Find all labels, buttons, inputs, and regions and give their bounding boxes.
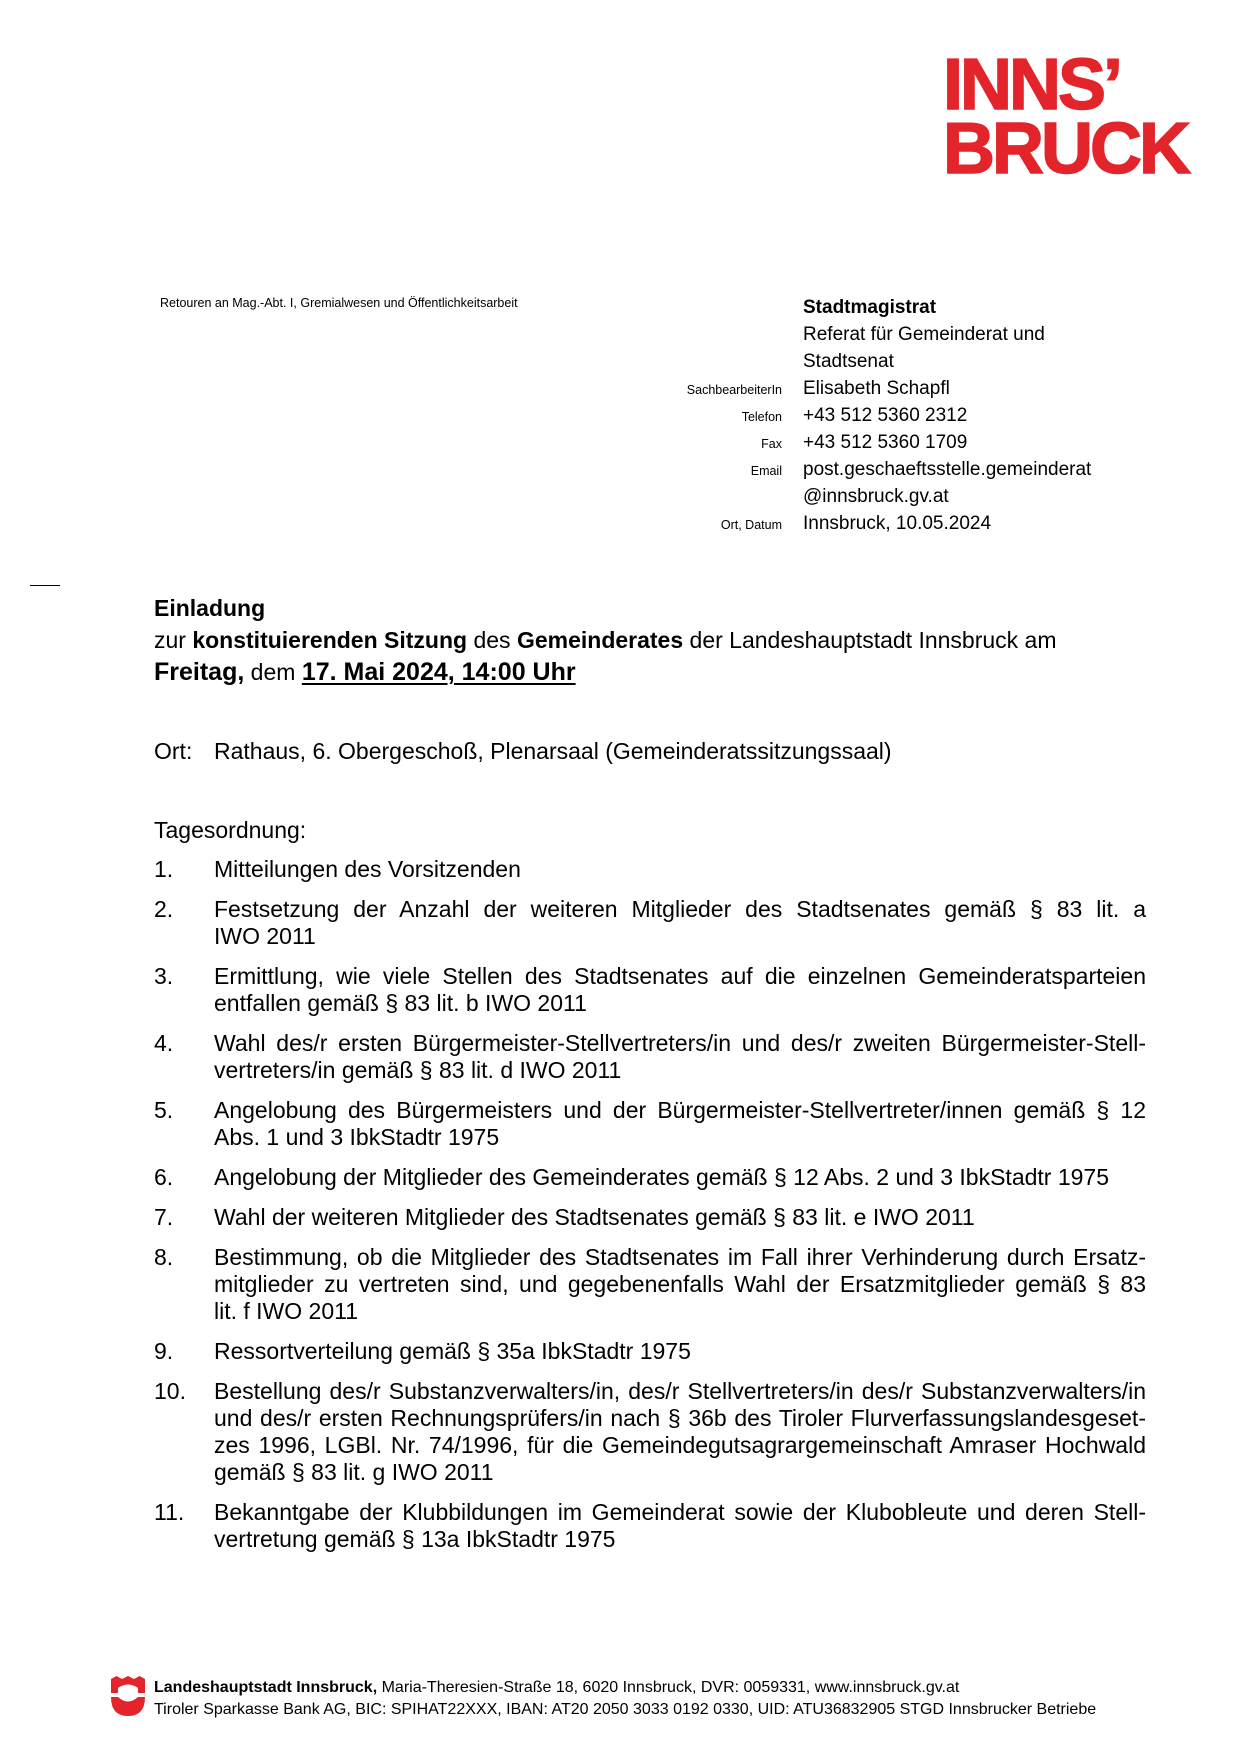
sender-email-line: @innsbruck.gv.at [803,486,949,507]
agenda-item [154,1030,1146,1084]
agenda-item-number: 9. [154,1338,174,1364]
footer [154,1677,1096,1721]
agenda-item-line: Abs. 1 und 3 IbkStadtr 1975 [214,1124,500,1150]
sender-clerk-name: Elisabeth Schapfl [803,378,950,399]
agenda-item-line: entfallen gemäß § 83 lit. b IWO 2011 [214,990,587,1016]
invitation-connector: dem [244,659,302,685]
agenda-item-text [214,1378,1146,1486]
agenda-item-line: Ressortverteilung gemäß § 35a IbkStadtr 1975 [214,1338,691,1364]
agenda-item-number: 11. [154,1499,185,1525]
return-address: Retouren an Mag.-Abt. I, Gremialwesen und Öffentlichkeitsarbeit [160,296,518,310]
agenda-item-number: 7. [154,1204,174,1230]
agenda-item [154,1338,1146,1365]
agenda-item [154,1499,1146,1553]
agenda-item [154,1378,1146,1486]
footer-org: Landeshauptstadt Innsbruck, [154,1679,378,1696]
agenda-item-line: lit. f IWO 2011 [214,1298,359,1324]
agenda-item-text [214,1338,1146,1365]
intro-session-type: konstituierenden Sitzung [192,627,468,653]
agenda-item [154,1164,1146,1191]
intro-text: der Landeshauptstadt Innsbruck am [683,627,1057,653]
agenda-item-text [214,1030,1146,1084]
sender-clerk-label: SachbearbeiterIn [686,383,782,397]
agenda-item-number: 3. [154,963,174,989]
invitation-intro [154,627,1057,654]
agenda-item-line: Mitteilungen des Vorsitzenden [214,856,521,882]
sender-fax: +43 512 5360 1709 [803,432,968,453]
agenda-item-number: 6. [154,1164,174,1190]
invitation-weekday: Freitag, [154,658,245,686]
sender-office: Stadtmagistrat [803,297,937,318]
sender-phone-row [560,402,1091,429]
agenda-item-number: 1. [154,856,174,882]
sender-fax-label: Fax [761,437,782,451]
invitation-date [154,657,576,687]
agenda-item-line: gemäß § 83 lit. g IWO 2011 [214,1459,494,1485]
agenda-item-number: 4. [154,1030,174,1056]
intro-body: Gemeinderates [516,627,684,653]
agenda-heading: Tagesordnung: [154,817,307,843]
sender-phone: +43 512 5360 2312 [803,405,968,426]
agenda-item [154,896,1146,950]
sender-place-date-label: Ort, Datum [720,518,782,532]
agenda-item-line: IWO 2011 [214,923,316,949]
agenda-item-text [214,896,1146,950]
agenda-item-line: Bestimmung, ob die Mitglieder des Stadtsenates im Fall ihrer Verhinderung durch Ersatz- [214,1244,1146,1270]
intro-text: des [467,627,517,653]
footer-address-line [154,1677,1096,1699]
sender-clerk-row [560,375,1091,402]
agenda-item-text [214,1164,1146,1191]
footer-bank-line: Tiroler Sparkasse Bank AG, BIC: SPIHAT22XXX, IBAN: AT20 2050 3033 0192 0330, UID: ATU36832905 STGD Innsbrucker Betriebe [154,1701,1097,1718]
agenda-item-line: und des/r ersten Rechnungsprüfers/in nach § 36b des Tiroler Flurverfassungslandesgeset- [214,1405,1146,1431]
agenda-item-number: 10. [154,1378,186,1404]
location-label: Ort: [154,738,193,764]
sender-email-line: post.geschaeftsstelle.gemeinderat [803,459,1092,480]
agenda-item-text [214,1097,1146,1151]
agenda-item-line: vertretung gemäß § 13a IbkStadtr 1975 [214,1526,616,1552]
agenda-item-text [214,1204,1146,1231]
sender-department-line: Stadtsenat [803,351,894,372]
agenda-item-line: Bestellung des/r Substanzverwalters/in, des/r Stellvertreters/in des/r Substanzverwalters/in [214,1378,1146,1404]
sender-department-row [560,348,1091,375]
agenda-item-line: vertreters/in gemäß § 83 lit. d IWO 2011 [214,1057,622,1083]
agenda-item-number: 8. [154,1244,174,1270]
location-value: Rathaus, 6. Obergeschoß, Plenarsaal (Gemeinderatssitzungssaal) [214,738,892,764]
agenda-item-text [214,963,1146,1017]
invitation-title: Einladung [154,595,266,621]
sender-place-date: Innsbruck, 10.05.2024 [803,513,992,534]
agenda-item [154,963,1146,1017]
sender-block [560,294,1091,537]
sender-place-date-row [560,510,1091,537]
fold-mark [30,585,60,586]
agenda-item-text [214,856,1146,883]
agenda-item-line: Angelobung der Mitglieder des Gemeinderates gemäß § 12 Abs. 2 und 3 IbkStadtr 1975 [214,1164,1110,1190]
agenda-item-text [214,1499,1146,1553]
sender-fax-row [560,429,1091,456]
intro-text: zur [154,627,193,653]
agenda-item-text [214,1244,1146,1325]
agenda-item [154,1244,1146,1325]
city-coat-of-arms-icon [111,1676,145,1716]
sender-email-row [560,456,1091,483]
sender-email-label: Email [750,464,782,478]
sender-department-line: Referat für Gemeinderat und [803,324,1045,345]
agenda-item [154,1097,1146,1151]
logo-line-bruck: BRUCK [943,109,1188,189]
agenda-list [154,856,1146,1566]
footer-address: Maria-Theresien-Straße 18, 6020 Innsbruck, DVR: 0059331, www.innsbruck.gv.at [377,1679,960,1696]
agenda-item-line: Bekanntgabe der Klubbildungen im Gemeinderat sowie der Klubobleute und deren Stell- [214,1499,1146,1525]
logo-line-inns: INNS’ [943,45,1121,125]
sender-email-row [560,483,1091,510]
agenda-item-line: Angelobung des Bürgermeisters und der Bürgermeister-Stellvertreter/innen gemäß § 12 [214,1097,1146,1123]
agenda-item-line: Festsetzung der Anzahl der weiteren Mitglieder des Stadtsenates gemäß § 83 lit. a [214,896,1146,922]
agenda-item-line: mitglieder zu vertreten sind, und gegebenenfalls Wahl der Ersatzmitglieder gemäß § 83 [214,1271,1146,1297]
agenda-item [154,856,1146,883]
sender-department-row [560,321,1091,348]
agenda-item-line: zes 1996, LGBl. Nr. 74/1996, für die Gemeindegutsagrargemeinschaft Amraser Hochwald [214,1432,1146,1458]
agenda-item-number: 2. [154,896,174,922]
location-row [154,738,1146,765]
agenda-item-line: Wahl der weiteren Mitglieder des Stadtsenates gemäß § 83 lit. e IWO 2011 [214,1204,975,1230]
invitation-datetime: 17. Mai 2024, 14:00 Uhr [301,658,576,686]
sender-office-row [560,294,1091,321]
agenda-item-line: Wahl des/r ersten Bürgermeister-Stellvertreters/in und des/r zweiten Bürgermeister-Stell- [214,1030,1146,1056]
sender-phone-label: Telefon [741,410,782,424]
agenda-item-line: Ermittlung, wie viele Stellen des Stadtsenates auf die einzelnen Gemeinderatsparteien [214,963,1146,989]
agenda-item-number: 5. [154,1097,174,1123]
agenda-item [154,1204,1146,1231]
